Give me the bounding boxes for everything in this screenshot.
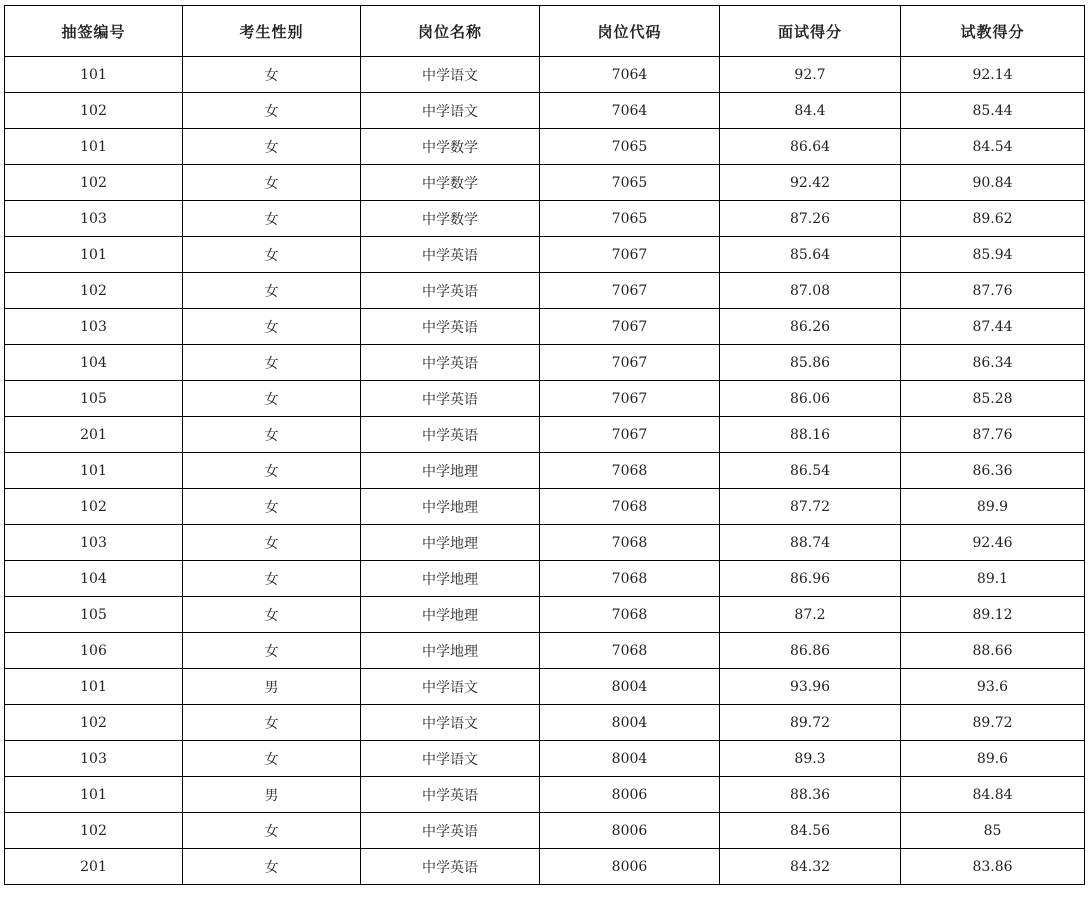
position-name-cell: 中学英语 [361,849,540,885]
draw-number-cell: 101 [5,777,183,813]
position-name-cell: 中学语文 [361,57,540,93]
teaching-score-cell: 85.28 [901,381,1085,417]
table-row [5,93,1085,129]
header-row [5,6,1085,57]
gender-cell: 女 [183,453,361,489]
draw-number-cell: 101 [5,129,183,165]
draw-number-cell: 103 [5,201,183,237]
position-name-cell: 中学英语 [361,273,540,309]
position-name-cell: 中学英语 [361,813,540,849]
table-row [5,165,1085,201]
table-row [5,381,1085,417]
score-table-body [5,57,1085,885]
interview-score-cell: 84.56 [720,813,901,849]
gender-cell: 女 [183,201,361,237]
table-row [5,525,1085,561]
gender-cell: 女 [183,813,361,849]
position-name-cell: 中学地理 [361,489,540,525]
table-row [5,633,1085,669]
teaching-score-cell: 89.72 [901,705,1085,741]
interview-score-cell: 89.3 [720,741,901,777]
table-row [5,669,1085,705]
interview-score-cell: 92.7 [720,57,901,93]
table-row [5,777,1085,813]
interview-score-cell: 88.16 [720,417,901,453]
table-row [5,489,1085,525]
gender-cell: 女 [183,489,361,525]
position-code-cell: 7065 [540,201,720,237]
draw-number-cell: 102 [5,813,183,849]
draw-number-cell: 103 [5,525,183,561]
header-position-code: 岗位代码 [540,6,720,57]
table-row [5,309,1085,345]
teaching-score-cell: 83.86 [901,849,1085,885]
interview-score-cell: 85.64 [720,237,901,273]
position-code-cell: 8004 [540,705,720,741]
gender-cell: 女 [183,129,361,165]
gender-cell: 女 [183,381,361,417]
teaching-score-cell: 86.36 [901,453,1085,489]
gender-cell: 男 [183,669,361,705]
interview-score-cell: 86.06 [720,381,901,417]
position-code-cell: 7064 [540,57,720,93]
table-row [5,741,1085,777]
table-row [5,813,1085,849]
position-name-cell: 中学地理 [361,597,540,633]
teaching-score-cell: 87.44 [901,309,1085,345]
gender-cell: 女 [183,309,361,345]
draw-number-cell: 101 [5,669,183,705]
position-code-cell: 7068 [540,597,720,633]
gender-cell: 女 [183,525,361,561]
interview-score-cell: 93.96 [720,669,901,705]
interview-score-cell: 87.2 [720,597,901,633]
position-code-cell: 7068 [540,489,720,525]
position-code-cell: 7064 [540,93,720,129]
teaching-score-cell: 89.62 [901,201,1085,237]
gender-cell: 女 [183,633,361,669]
position-code-cell: 8006 [540,849,720,885]
position-code-cell: 7067 [540,417,720,453]
table-row [5,417,1085,453]
teaching-score-cell: 84.84 [901,777,1085,813]
interview-score-cell: 86.96 [720,561,901,597]
teaching-score-cell: 87.76 [901,273,1085,309]
draw-number-cell: 102 [5,273,183,309]
draw-number-cell: 104 [5,561,183,597]
table-row [5,453,1085,489]
position-code-cell: 8006 [540,777,720,813]
teaching-score-cell: 87.76 [901,417,1085,453]
position-name-cell: 中学地理 [361,525,540,561]
position-code-cell: 7067 [540,273,720,309]
draw-number-cell: 201 [5,417,183,453]
position-code-cell: 7065 [540,129,720,165]
position-code-cell: 7067 [540,381,720,417]
position-code-cell: 7067 [540,345,720,381]
interview-score-cell: 86.64 [720,129,901,165]
position-name-cell: 中学地理 [361,561,540,597]
interview-score-cell: 86.54 [720,453,901,489]
interview-score-cell: 88.36 [720,777,901,813]
teaching-score-cell: 93.6 [901,669,1085,705]
gender-cell: 女 [183,561,361,597]
position-name-cell: 中学数学 [361,129,540,165]
position-name-cell: 中学语文 [361,741,540,777]
draw-number-cell: 102 [5,165,183,201]
teaching-score-cell: 85 [901,813,1085,849]
table-row [5,705,1085,741]
draw-number-cell: 201 [5,849,183,885]
interview-score-cell: 92.42 [720,165,901,201]
table-row [5,849,1085,885]
gender-cell: 女 [183,237,361,273]
teaching-score-cell: 89.6 [901,741,1085,777]
gender-cell: 女 [183,273,361,309]
header-interview-score: 面试得分 [720,6,901,57]
interview-score-cell: 84.4 [720,93,901,129]
position-name-cell: 中学数学 [361,165,540,201]
draw-number-cell: 104 [5,345,183,381]
teaching-score-cell: 84.54 [901,129,1085,165]
position-code-cell: 7065 [540,165,720,201]
position-code-cell: 7067 [540,237,720,273]
position-name-cell: 中学英语 [361,381,540,417]
table-row [5,345,1085,381]
draw-number-cell: 105 [5,597,183,633]
header-position-name: 岗位名称 [361,6,540,57]
position-code-cell: 7068 [540,633,720,669]
teaching-score-cell: 89.12 [901,597,1085,633]
score-table [4,5,1085,885]
draw-number-cell: 102 [5,489,183,525]
interview-score-cell: 87.26 [720,201,901,237]
teaching-score-cell: 85.94 [901,237,1085,273]
interview-score-cell: 84.32 [720,849,901,885]
teaching-score-cell: 88.66 [901,633,1085,669]
interview-score-cell: 85.86 [720,345,901,381]
gender-cell: 女 [183,417,361,453]
teaching-score-cell: 92.14 [901,57,1085,93]
header-gender: 考生性别 [183,6,361,57]
header-draw-number: 抽签编号 [5,6,183,57]
teaching-score-cell: 89.9 [901,489,1085,525]
position-name-cell: 中学语文 [361,669,540,705]
interview-score-cell: 88.74 [720,525,901,561]
position-code-cell: 8004 [540,741,720,777]
gender-cell: 女 [183,57,361,93]
gender-cell: 女 [183,849,361,885]
position-name-cell: 中学英语 [361,345,540,381]
draw-number-cell: 103 [5,741,183,777]
position-code-cell: 7068 [540,453,720,489]
gender-cell: 女 [183,741,361,777]
teaching-score-cell: 92.46 [901,525,1085,561]
teaching-score-cell: 89.1 [901,561,1085,597]
draw-number-cell: 101 [5,237,183,273]
interview-score-cell: 89.72 [720,705,901,741]
position-name-cell: 中学语文 [361,705,540,741]
draw-number-cell: 102 [5,705,183,741]
position-name-cell: 中学英语 [361,309,540,345]
position-code-cell: 7067 [540,309,720,345]
table-row [5,273,1085,309]
draw-number-cell: 103 [5,309,183,345]
table-row [5,129,1085,165]
position-name-cell: 中学英语 [361,417,540,453]
interview-score-cell: 87.72 [720,489,901,525]
draw-number-cell: 102 [5,93,183,129]
draw-number-cell: 101 [5,57,183,93]
draw-number-cell: 101 [5,453,183,489]
gender-cell: 女 [183,345,361,381]
gender-cell: 女 [183,597,361,633]
gender-cell: 女 [183,165,361,201]
position-name-cell: 中学地理 [361,453,540,489]
position-code-cell: 7068 [540,525,720,561]
position-code-cell: 7068 [540,561,720,597]
score-table-container [4,5,1085,885]
table-row [5,561,1085,597]
teaching-score-cell: 86.34 [901,345,1085,381]
table-row [5,57,1085,93]
position-name-cell: 中学地理 [361,633,540,669]
position-name-cell: 中学语文 [361,93,540,129]
teaching-score-cell: 90.84 [901,165,1085,201]
position-code-cell: 8004 [540,669,720,705]
position-name-cell: 中学英语 [361,777,540,813]
position-name-cell: 中学数学 [361,201,540,237]
table-row [5,237,1085,273]
gender-cell: 女 [183,705,361,741]
interview-score-cell: 86.26 [720,309,901,345]
position-name-cell: 中学英语 [361,237,540,273]
gender-cell: 女 [183,93,361,129]
gender-cell: 男 [183,777,361,813]
table-row [5,201,1085,237]
position-code-cell: 8006 [540,813,720,849]
header-teaching-score: 试教得分 [901,6,1085,57]
teaching-score-cell: 85.44 [901,93,1085,129]
draw-number-cell: 106 [5,633,183,669]
table-row [5,597,1085,633]
interview-score-cell: 86.86 [720,633,901,669]
draw-number-cell: 105 [5,381,183,417]
interview-score-cell: 87.08 [720,273,901,309]
